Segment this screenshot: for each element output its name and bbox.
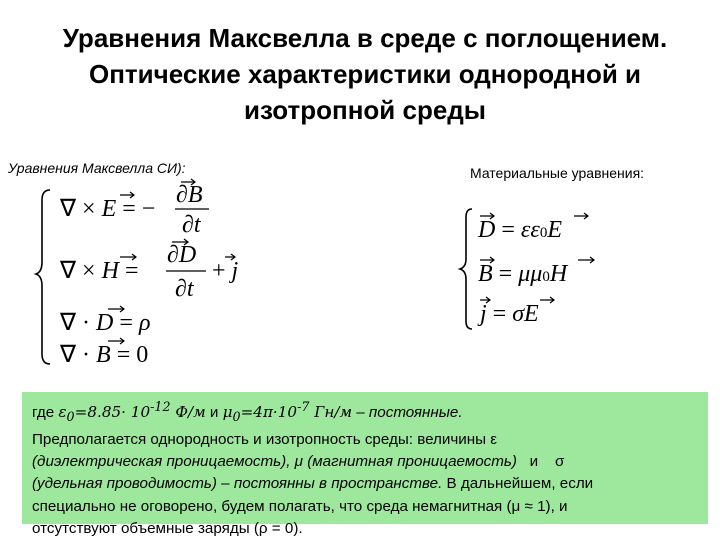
note-line-1: [32, 396, 698, 429]
mu0-value: $\mu_0=4\pi\cdot 10^{-7}$ Гн/м: [222, 399, 353, 425]
material-equations-formula: [460, 205, 610, 333]
svg-text:∂t: ∂t: [175, 276, 194, 302]
note-line-6: отсутствуют объемные заряды (ρ = 0).: [32, 520, 303, 538]
note-text: (диэлектрическая проницаемость), μ (магнитная проницаемость): [32, 452, 517, 470]
slide-title: [20, 20, 710, 128]
material-eq-3: j = σE: [480, 301, 539, 327]
material-heading: Материальные уравнения:: [470, 165, 645, 181]
note-line-5: специально не оговорено, будем полагать, что среда немагнитная (μ ≈ 1), и: [32, 497, 568, 515]
maxwell-equations-formula: [36, 182, 266, 372]
svg-text:∂D: ∂D: [167, 242, 197, 268]
note-text: – постоянные.: [352, 404, 463, 422]
note-text: где: [32, 404, 59, 422]
maxwell-eq-1: ∇ × E = −: [60, 196, 156, 222]
explanation-note: [22, 392, 708, 538]
note-line-2: Предполагается однородность и изотропность среды: величины ε: [32, 430, 498, 448]
note-text: и: [205, 404, 223, 422]
svg-text:∂t: ∂t: [182, 212, 201, 238]
maxwell-eq-3: ∇ · D = ρ: [60, 310, 151, 336]
maxwell-eq-4: ∇ · B = 0: [60, 342, 149, 368]
maxwell-eq-2: ∇ × H =: [60, 258, 139, 284]
material-eq-1: D = εε0E: [478, 217, 562, 243]
svg-text:+ j: + j: [212, 258, 239, 284]
note-text: В дальнейшем, если: [442, 475, 594, 493]
material-equations: [460, 205, 610, 338]
eps0-value: $\varepsilon_0=8.85\cdot 10^{-12}$ Ф/м: [58, 399, 206, 425]
material-eq-2: B = μμ0H: [478, 261, 568, 287]
note-line-3: [32, 451, 698, 473]
note-text: и σ: [516, 452, 565, 470]
note-line-4: [32, 473, 698, 495]
maxwell-equations: [36, 182, 266, 377]
maxwell-heading: Уравнения Максвелла СИ):: [8, 160, 186, 176]
svg-text:∂B: ∂B: [176, 182, 203, 208]
title-line-3: изотропной среды: [244, 95, 486, 125]
title-line-2: Оптические характеристики однородной и: [88, 59, 642, 89]
title-line-1: Уравнения Максвелла в среде с поглощением.: [62, 23, 668, 53]
note-text: (удельная проводимость) – постоянны в пространстве.: [32, 475, 443, 493]
